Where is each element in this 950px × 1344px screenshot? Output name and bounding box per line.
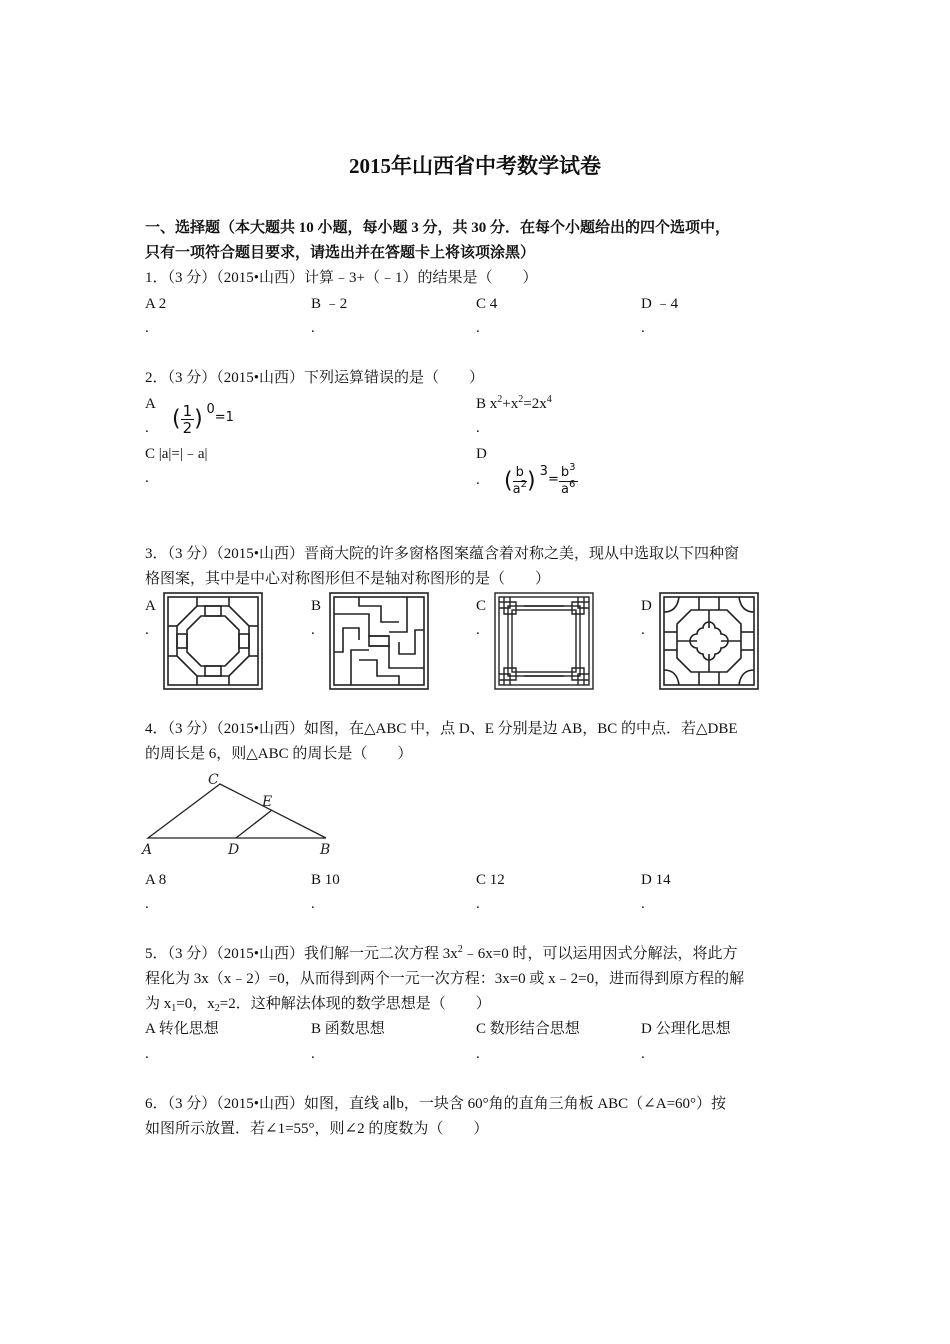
q2-b-label: B [476, 396, 487, 412]
q2-dot-d: . [476, 472, 480, 488]
q3-option-b-label[interactable]: B [311, 598, 322, 614]
q2-a-rest: =1 [214, 410, 234, 425]
q1-dot-d: . [641, 320, 645, 336]
question-6-stem-line2: 如图所示放置．若∠1=55°，则∠2 的度数为（ ） [145, 1121, 489, 1137]
q2-dot-a: . [145, 420, 149, 436]
q4-dot-a: . [145, 896, 149, 912]
label-c: C [208, 772, 219, 788]
section-header-line1: 一、选择题（本大题共 10 小题，每小题 3 分，共 30 分．在每个小题给出的四个选项中， [145, 220, 731, 236]
question-1-stem: 1．（3 分）（2015•山西）计算﹣3+（﹣1）的结果是（ ） [145, 270, 538, 286]
q3-dot-c: . [476, 622, 480, 638]
q3-dot-d: . [641, 622, 645, 638]
q2-a-numerator: 1 [182, 402, 193, 421]
q3-dot-b: . [311, 622, 315, 638]
q2-option-c[interactable]: C |a|=|﹣a| [145, 446, 208, 462]
q1-option-d[interactable]: D ﹣4 [641, 296, 679, 312]
q1-dot-a: . [145, 320, 149, 336]
q4-option-b[interactable]: B 10 [311, 872, 340, 888]
q2-option-d-label[interactable]: D [476, 446, 487, 462]
question-5-stem-line3: 为 $x_1=0$，$x_2=2$．这种解法体现的数学思想是（ ） [145, 996, 491, 1014]
triangle-figure [140, 770, 340, 860]
q5-dot-a: . [145, 1046, 149, 1062]
label-e: E [262, 794, 273, 810]
q3-option-a-label[interactable]: A [145, 598, 156, 614]
question-3-stem-line1: 3．（3 分）（2015•山西）晋商大院的许多窗格图案蕴含着对称之美，现从中选取以下四种窗 [145, 546, 740, 562]
q2-a-exponent: 0 [206, 402, 215, 417]
q1-option-b[interactable]: B ﹣2 [311, 296, 348, 312]
q4-dot-b: . [311, 896, 315, 912]
label-a: A [142, 842, 153, 858]
q4-dot-c: . [476, 896, 480, 912]
window-pattern-d-image[interactable] [659, 592, 759, 690]
q5-option-d[interactable]: D 公理化思想 [641, 1021, 731, 1037]
q4-option-d[interactable]: D 14 [641, 872, 671, 888]
q3-option-c-label[interactable]: C [476, 598, 487, 614]
q5-dot-b: . [311, 1046, 315, 1062]
q2-option-a-label[interactable]: A [145, 396, 156, 412]
q5-dot-c: . [476, 1046, 480, 1062]
q5-option-a[interactable]: A 转化思想 [145, 1021, 219, 1037]
page-title: 2015年山西省中考数学试卷 [349, 154, 601, 178]
question-3-stem-line2: 格图案，其中是中心对称图形但不是轴对称图形的是（ ） [145, 571, 551, 587]
window-pattern-a-image[interactable] [163, 592, 263, 690]
q1-option-a[interactable]: A 2 [145, 296, 167, 312]
label-b: B [320, 842, 331, 858]
label-d: D [228, 842, 240, 858]
q4-option-c[interactable]: C 12 [476, 872, 505, 888]
window-pattern-c-image[interactable] [494, 592, 594, 690]
q1-dot-c: . [476, 320, 480, 336]
section-header-line2: 只有一项符合题目要求，请选出并在答题卡上将该项涂黑） [145, 245, 536, 261]
question-2-stem: 2．（3 分）（2015•山西）下列运算错误的是（ ） [145, 370, 485, 386]
question-4-stem-line1: 4．（3 分）（2015•山西）如图，在△ABC 中，点 D、E 分别是边 AB，BC 的中点．若△DBE [145, 721, 738, 737]
q5-dot-d: . [641, 1046, 645, 1062]
question-5-stem-line2: 程化为 3x（x﹣2）=0，从而得到两个一元一次方程：3x=0 或 x﹣2=0，进而得到原方程的解 [145, 971, 745, 987]
q2-a-denominator: 2 [182, 419, 193, 438]
q2-dot-c: . [145, 470, 149, 486]
q2-option-d-expression: ( $\frac{b}{a^2}$ ) 3= $\frac{b^3}{a^6}$ [504, 462, 576, 497]
q3-dot-a: . [145, 622, 149, 638]
q4-dot-d: . [641, 896, 645, 912]
q5-option-b[interactable]: B 函数思想 [311, 1021, 385, 1037]
q1-dot-b: . [311, 320, 315, 336]
q3-option-d-label[interactable]: D [641, 598, 652, 614]
q2-option-b[interactable]: B $x^2+x^2=2x^4$ [476, 394, 552, 412]
q4-option-a[interactable]: A 8 [145, 872, 167, 888]
q5-option-c[interactable]: C 数形结合思想 [476, 1021, 580, 1037]
question-5-stem-line1: 5．（3 分）（2015•山西）我们解一元二次方程 $3x^2﹣6x=0$ 时，可以运用因式分解法，将此方 [145, 944, 738, 962]
q2-dot-b: . [476, 420, 480, 436]
question-6-stem-line1: 6．（3 分）（2015•山西）如图，直线 a∥b，一块含 60°角的直角三角板 ABC（∠A=60°）按 [145, 1096, 727, 1112]
q1-option-c[interactable]: C 4 [476, 296, 498, 312]
window-pattern-b-image[interactable] [329, 592, 429, 690]
q2-option-a-expression: ( $\frac{1}{2}$ ) 0=1 [172, 402, 234, 438]
question-4-stem-line2: 的周长是 6，则△ABC 的周长是（ ） [145, 746, 413, 762]
